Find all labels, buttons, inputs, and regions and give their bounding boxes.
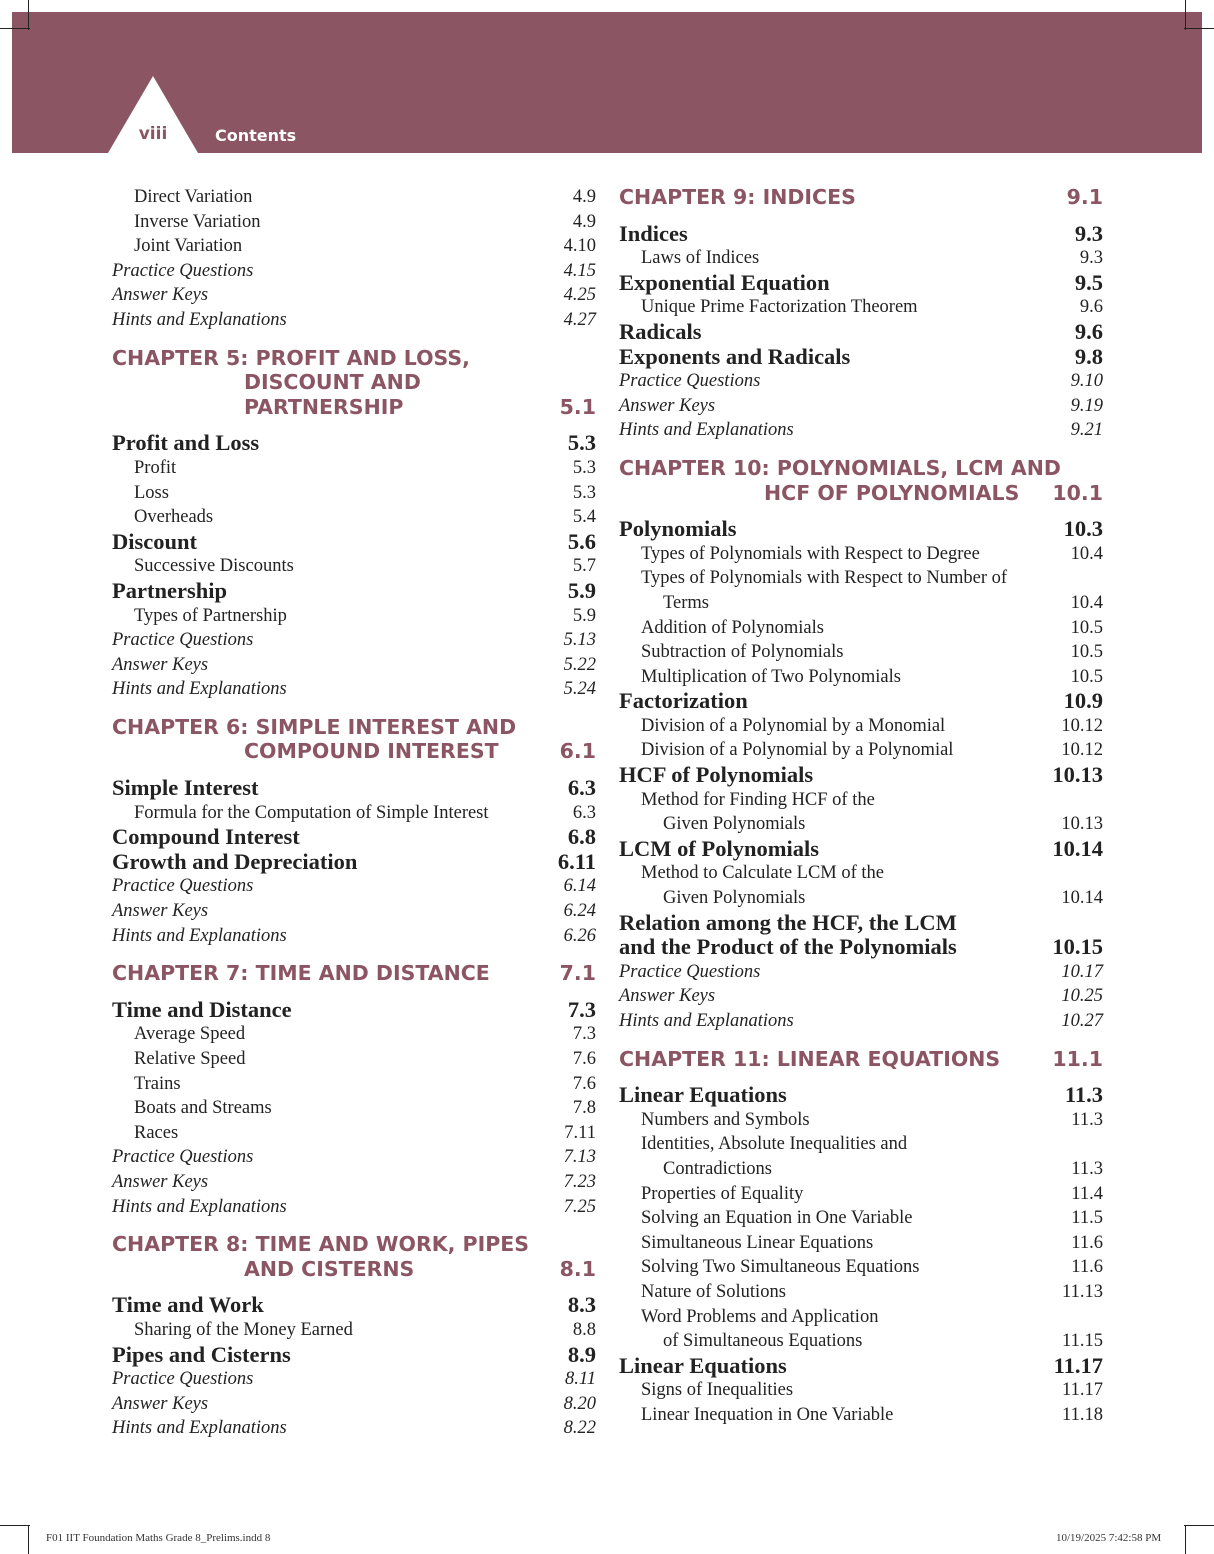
toc-entry[interactable] bbox=[112, 1195, 596, 1220]
toc-entry-title: Practice Questions bbox=[112, 876, 254, 897]
chapter-page: 5.1 bbox=[559, 394, 596, 419]
toc-entry-title: Simultaneous Linear Equations bbox=[641, 1232, 874, 1253]
toc-entry[interactable] bbox=[112, 456, 596, 481]
toc-entry-title: Answer Keys bbox=[112, 285, 209, 306]
footer-file-name: F01 IIT Foundation Maths Grade 8_Prelims.indd 8 bbox=[46, 1532, 271, 1544]
toc-entry-title: Addition of Polynomials bbox=[641, 617, 824, 638]
toc-entry-page: 7.3 bbox=[572, 1024, 596, 1045]
chapter-title: CHAPTER 7: TIME AND DISTANCE bbox=[112, 961, 490, 986]
toc-entry[interactable] bbox=[112, 259, 596, 284]
crop-mark bbox=[0, 28, 30, 29]
toc-entry-title: Terms bbox=[663, 592, 709, 613]
toc-entry-title: Hints and Explanations bbox=[112, 925, 287, 946]
toc-entry[interactable] bbox=[112, 283, 596, 308]
chapter-title: AND CISTERNS bbox=[244, 1256, 415, 1281]
toc-entry-page: 6.3 bbox=[567, 775, 596, 801]
toc-entry[interactable] bbox=[619, 345, 1103, 370]
toc-entry-title: Nature of Solutions bbox=[641, 1281, 786, 1302]
toc-entry[interactable] bbox=[619, 689, 1103, 714]
toc-entry-page: 10.25 bbox=[1061, 986, 1103, 1007]
toc-group bbox=[619, 1083, 1103, 1427]
toc-entry-page: 11.4 bbox=[1071, 1183, 1103, 1204]
toc-entry-title: Answer Keys bbox=[112, 901, 209, 922]
toc-entry[interactable] bbox=[112, 481, 596, 506]
toc-entry[interactable] bbox=[112, 234, 596, 259]
toc-entry[interactable] bbox=[619, 714, 1103, 739]
chapter-heading[interactable] bbox=[619, 1047, 1103, 1072]
toc-entry[interactable] bbox=[619, 320, 1103, 345]
toc-entry-title: Exponential Equation bbox=[619, 269, 830, 295]
toc-entry-title: Types of Polynomials with Respect to Degree bbox=[641, 543, 980, 564]
toc-entry-page: 10.13 bbox=[1052, 762, 1103, 788]
toc-entry[interactable] bbox=[619, 935, 1103, 960]
toc-entry[interactable] bbox=[619, 960, 1103, 985]
toc-entry-title: Answer Keys bbox=[619, 395, 716, 416]
crop-mark bbox=[1185, 1525, 1186, 1554]
toc-entry-title: Joint Variation bbox=[134, 236, 243, 257]
toc-entry[interactable] bbox=[112, 801, 596, 826]
toc-entry-page: 6.26 bbox=[563, 925, 596, 946]
toc-entry-title: Answer Keys bbox=[619, 986, 716, 1007]
toc-entry-title: Given Polynomials bbox=[663, 814, 806, 835]
toc-entry-page: 4.15 bbox=[563, 260, 596, 281]
toc-entry-title: Practice Questions bbox=[619, 961, 761, 982]
toc-entry[interactable] bbox=[619, 1083, 1103, 1108]
toc-entry[interactable] bbox=[619, 1132, 1103, 1157]
toc-entry-page: 7.25 bbox=[563, 1196, 596, 1217]
toc-entry-page: 11.6 bbox=[1071, 1232, 1103, 1253]
toc-entry-page: 8.11 bbox=[564, 1369, 596, 1390]
toc-entry[interactable] bbox=[619, 1403, 1103, 1428]
toc-entry-title: Answer Keys bbox=[112, 1171, 209, 1192]
chapter-heading[interactable] bbox=[619, 456, 1103, 505]
chapter-title: CHAPTER 6: SIMPLE INTEREST AND bbox=[112, 714, 517, 739]
toc-entry[interactable] bbox=[619, 246, 1103, 271]
toc-entry[interactable] bbox=[112, 530, 596, 555]
toc-entry-title: Pipes and Cisterns bbox=[112, 1341, 291, 1367]
chapter-heading[interactable] bbox=[112, 961, 596, 986]
toc-entry[interactable] bbox=[112, 1170, 596, 1195]
chapter-page: 9.1 bbox=[1066, 185, 1103, 209]
toc-entry-title: Hints and Explanations bbox=[619, 420, 794, 441]
toc-entry-page: 4.25 bbox=[563, 285, 596, 306]
toc-entry-title: Hints and Explanations bbox=[112, 309, 287, 330]
toc-entry-page: 10.12 bbox=[1061, 740, 1103, 761]
toc-entry-title: Practice Questions bbox=[112, 630, 254, 651]
toc-entry[interactable] bbox=[619, 418, 1103, 443]
toc-entry-page: 10.5 bbox=[1070, 642, 1103, 663]
toc-entry-page: 11.13 bbox=[1062, 1281, 1103, 1302]
toc-entry-title: Sharing of the Money Earned bbox=[134, 1319, 353, 1340]
toc-entry[interactable] bbox=[112, 677, 596, 702]
toc-entry-page: 9.6 bbox=[1079, 297, 1103, 318]
toc-entry-page: 4.9 bbox=[572, 211, 596, 232]
toc-entry[interactable] bbox=[619, 812, 1103, 837]
toc-entry-page: 5.4 bbox=[572, 507, 596, 528]
toc-entry[interactable] bbox=[112, 210, 596, 235]
toc-entry-title: Unique Prime Factorization Theorem bbox=[641, 297, 918, 318]
toc-entry[interactable] bbox=[619, 763, 1103, 788]
toc-entry-page: 4.9 bbox=[572, 187, 596, 207]
toc-entry-page: 5.24 bbox=[563, 679, 596, 700]
toc-entry-title: Factorization bbox=[619, 688, 748, 714]
toc-entry-title: Linear Inequation in One Variable bbox=[641, 1404, 894, 1425]
toc-entry[interactable] bbox=[619, 271, 1103, 296]
toc-entry-page: 10.12 bbox=[1061, 715, 1103, 736]
toc-entry-page: 4.10 bbox=[563, 236, 596, 257]
toc-entry[interactable] bbox=[619, 369, 1103, 394]
toc-entry-title: Exponents and Radicals bbox=[619, 343, 851, 369]
toc-entry[interactable] bbox=[619, 984, 1103, 1009]
toc-entry-page: 11.6 bbox=[1071, 1257, 1103, 1278]
toc-entry-title: Practice Questions bbox=[112, 1369, 254, 1390]
toc-group bbox=[619, 517, 1103, 1033]
toc-entry[interactable] bbox=[112, 308, 596, 333]
toc-entry-title: Growth and Depreciation bbox=[112, 848, 358, 874]
toc-entry[interactable] bbox=[619, 788, 1103, 813]
chapter-title: CHAPTER 9: INDICES bbox=[619, 185, 856, 209]
toc-group bbox=[112, 1293, 596, 1441]
toc-entry[interactable] bbox=[112, 1121, 596, 1146]
toc-entry-title: Answer Keys bbox=[112, 1393, 209, 1414]
toc-entry-page: 10.14 bbox=[1061, 888, 1103, 909]
toc-entry-title: Signs of Inequalities bbox=[641, 1380, 794, 1401]
toc-entry-title: Relative Speed bbox=[134, 1049, 246, 1069]
toc-entry-page: 9.6 bbox=[1074, 318, 1103, 344]
toc-entry-page: 7.6 bbox=[572, 1049, 596, 1069]
toc-entry-page: 10.5 bbox=[1070, 617, 1103, 638]
toc-entry[interactable] bbox=[112, 1022, 596, 1047]
toc-entry[interactable] bbox=[619, 1305, 1103, 1330]
toc-entry[interactable] bbox=[112, 1096, 596, 1121]
toc-entry-page: 9.3 bbox=[1079, 248, 1103, 269]
crop-mark bbox=[28, 0, 29, 30]
toc-entry-title: Profit bbox=[134, 457, 177, 478]
toc-entry-title: Types of Polynomials with Respect to Number of bbox=[641, 568, 1008, 589]
chapter-heading[interactable] bbox=[112, 715, 596, 764]
chapter-title: HCF OF POLYNOMIALS bbox=[764, 480, 1020, 505]
toc-entry-page: 10.9 bbox=[1063, 688, 1103, 714]
toc-entry[interactable] bbox=[619, 295, 1103, 320]
toc-entry-page: 11.3 bbox=[1071, 1158, 1103, 1179]
toc-entry-page: 6.8 bbox=[567, 824, 596, 850]
chapter-heading[interactable] bbox=[619, 185, 1103, 210]
toc-entry-title: Loss bbox=[134, 482, 169, 503]
section-label: Contents bbox=[215, 126, 297, 145]
toc-entry[interactable] bbox=[112, 924, 596, 949]
toc-entry-page: 11.15 bbox=[1062, 1331, 1103, 1352]
toc-entry-title: Word Problems and Application bbox=[641, 1306, 879, 1327]
toc-entry-page: 11.17 bbox=[1062, 1380, 1103, 1401]
toc-entry-title: Laws of Indices bbox=[641, 248, 760, 269]
toc-entry[interactable] bbox=[112, 1343, 596, 1368]
toc-entry-title: Time and Distance bbox=[112, 996, 292, 1022]
toc-entry-page: 6.14 bbox=[563, 876, 596, 897]
chapter-title: COMPOUND INTEREST bbox=[244, 739, 499, 764]
toc-entry-page: 7.11 bbox=[564, 1122, 596, 1143]
toc-entry-page: 10.5 bbox=[1070, 666, 1103, 687]
toc-entry[interactable] bbox=[619, 517, 1103, 542]
chapter-page: 7.1 bbox=[559, 961, 596, 986]
toc-entry-page: 9.3 bbox=[1074, 220, 1103, 246]
toc-entry[interactable] bbox=[619, 394, 1103, 419]
toc-entry[interactable] bbox=[619, 1378, 1103, 1403]
toc-entry-page: 10.4 bbox=[1070, 592, 1103, 613]
toc-entry-title: Multiplication of Two Polynomials bbox=[641, 666, 901, 687]
toc-entry-page: 5.3 bbox=[572, 482, 596, 503]
toc-entry[interactable] bbox=[619, 1231, 1103, 1256]
toc-entry-page: 11.3 bbox=[1071, 1109, 1103, 1130]
toc-entry-page: 11.3 bbox=[1064, 1082, 1103, 1108]
toc-entry[interactable] bbox=[112, 1416, 596, 1441]
crop-mark bbox=[1185, 0, 1186, 30]
toc-entry-page: 9.21 bbox=[1070, 420, 1103, 441]
toc-entry-title: of Simultaneous Equations bbox=[663, 1331, 863, 1352]
toc-entry-page: 9.19 bbox=[1070, 395, 1103, 416]
toc-entry[interactable] bbox=[619, 542, 1103, 567]
chapter-title: CHAPTER 8: TIME AND WORK, PIPES bbox=[112, 1232, 530, 1257]
toc-entry[interactable] bbox=[112, 825, 596, 850]
toc-entry-title: Linear Equations bbox=[619, 1352, 787, 1378]
toc-entry-title: Hints and Explanations bbox=[112, 1418, 287, 1439]
chapter-page: 6.1 bbox=[559, 739, 596, 764]
toc-entry[interactable] bbox=[619, 665, 1103, 690]
toc-right-column bbox=[619, 185, 1103, 1428]
toc-entry[interactable] bbox=[619, 1157, 1103, 1182]
toc-entry-title: Compound Interest bbox=[112, 824, 300, 850]
toc-entry[interactable] bbox=[112, 1047, 596, 1072]
toc-group bbox=[112, 776, 596, 948]
toc-entry[interactable] bbox=[619, 640, 1103, 665]
toc-entry[interactable] bbox=[619, 1255, 1103, 1280]
toc-entry-page: 7.3 bbox=[567, 996, 596, 1022]
toc-entry[interactable] bbox=[619, 861, 1103, 886]
toc-entry-page: 5.3 bbox=[572, 457, 596, 478]
toc-entry-title: Trains bbox=[134, 1073, 181, 1094]
chapter-title: DISCOUNT AND bbox=[244, 370, 421, 395]
toc-entry-page: 5.6 bbox=[567, 528, 596, 554]
toc-entry-title: Answer Keys bbox=[112, 654, 209, 675]
toc-entry[interactable] bbox=[619, 1009, 1103, 1034]
toc-entry-title: Time and Work bbox=[112, 1292, 264, 1318]
toc-entry[interactable] bbox=[112, 850, 596, 875]
toc-entry-page: 7.13 bbox=[563, 1147, 596, 1168]
toc-entry-title: HCF of Polynomials bbox=[619, 762, 814, 788]
toc-entry-title: Contradictions bbox=[663, 1158, 772, 1179]
toc-entry-title: Average Speed bbox=[134, 1024, 246, 1045]
toc-entry-page: 6.11 bbox=[557, 848, 596, 874]
toc-left-column bbox=[112, 185, 596, 1441]
toc-entry[interactable] bbox=[619, 1182, 1103, 1207]
toc-entry[interactable] bbox=[112, 899, 596, 924]
toc-entry[interactable] bbox=[112, 998, 596, 1023]
toc-entry[interactable] bbox=[112, 628, 596, 653]
toc-entry-page: 10.14 bbox=[1052, 835, 1103, 861]
toc-entry-page: 7.8 bbox=[572, 1098, 596, 1119]
toc-entry-page: 9.8 bbox=[1074, 343, 1103, 369]
toc-entry-title: Practice Questions bbox=[112, 260, 254, 281]
toc-entry-title: Inverse Variation bbox=[134, 211, 261, 232]
toc-entry[interactable] bbox=[619, 837, 1103, 862]
toc-entry[interactable] bbox=[112, 554, 596, 579]
toc-entry[interactable] bbox=[619, 738, 1103, 763]
toc-entry[interactable] bbox=[619, 591, 1103, 616]
toc-entry[interactable] bbox=[619, 1354, 1103, 1379]
toc-entry-title: Indices bbox=[619, 220, 688, 246]
toc-entry-page: 7.6 bbox=[572, 1073, 596, 1094]
toc-entry-title: Races bbox=[134, 1122, 179, 1143]
toc-entry-title: Hints and Explanations bbox=[112, 1196, 287, 1217]
toc-entry[interactable] bbox=[112, 1293, 596, 1318]
toc-entry-title: Profit and Loss bbox=[112, 430, 260, 456]
chapter-heading[interactable] bbox=[112, 1232, 596, 1281]
chapter-page: 8.1 bbox=[559, 1256, 596, 1281]
toc-entry-title: Numbers and Symbols bbox=[641, 1109, 810, 1130]
chapter-page: 11.1 bbox=[1052, 1046, 1103, 1071]
toc-entry-title: Partnership bbox=[112, 577, 227, 603]
footer-timestamp: 10/19/2025 7:42:58 PM bbox=[1056, 1532, 1162, 1544]
toc-entry-title: and the Product of the Polynomials bbox=[619, 934, 957, 960]
page-number: viii bbox=[138, 124, 168, 144]
toc-group bbox=[112, 185, 596, 333]
toc-entry-page: 5.13 bbox=[563, 630, 596, 651]
toc-entry-title: Formula for the Computation of Simple Interest bbox=[134, 802, 489, 823]
toc-entry[interactable] bbox=[619, 222, 1103, 247]
toc-entry-page: 10.17 bbox=[1061, 961, 1103, 982]
toc-entry-page: 6.3 bbox=[572, 802, 596, 823]
toc-entry-title: LCM of Polynomials bbox=[619, 835, 819, 861]
toc-entry-page: 11.5 bbox=[1071, 1208, 1103, 1229]
toc-entry[interactable] bbox=[619, 1206, 1103, 1231]
toc-entry-page: 10.15 bbox=[1052, 934, 1103, 960]
toc-entry[interactable] bbox=[112, 505, 596, 530]
toc-entry-title: Polynomials bbox=[619, 516, 737, 542]
toc-entry-title: Method to Calculate LCM of the bbox=[641, 863, 885, 884]
toc-entry-title: Practice Questions bbox=[112, 1147, 254, 1168]
chapter-title: CHAPTER 10: POLYNOMIALS, LCM AND bbox=[619, 455, 1061, 480]
toc-group bbox=[619, 222, 1103, 443]
toc-entry-page: 4.27 bbox=[563, 309, 596, 330]
toc-entry[interactable] bbox=[112, 431, 596, 456]
toc-entry[interactable] bbox=[112, 1145, 596, 1170]
chapter-title: PARTNERSHIP bbox=[244, 394, 404, 419]
chapter-title: CHAPTER 5: PROFIT AND LOSS, bbox=[112, 345, 470, 370]
toc-entry-title: Successive Discounts bbox=[134, 556, 294, 577]
toc-entry-title: Hints and Explanations bbox=[619, 1011, 794, 1031]
crop-mark bbox=[1184, 28, 1214, 29]
toc-entry[interactable] bbox=[619, 1108, 1103, 1133]
toc-entry[interactable] bbox=[112, 185, 596, 210]
toc-entry[interactable] bbox=[112, 604, 596, 629]
toc-entry-page: 5.9 bbox=[572, 605, 596, 626]
toc-entry-page: 9.10 bbox=[1070, 371, 1103, 392]
toc-entry-page: 7.23 bbox=[563, 1171, 596, 1192]
toc-entry-page: 10.13 bbox=[1061, 814, 1103, 835]
toc-entry[interactable] bbox=[112, 874, 596, 899]
toc-entry-title: Simple Interest bbox=[112, 775, 259, 801]
toc-entry-title: Relation among the HCF, the LCM bbox=[619, 909, 957, 935]
toc-entry-title: Boats and Streams bbox=[134, 1098, 272, 1119]
toc-entry-title: Hints and Explanations bbox=[112, 679, 287, 700]
toc-entry-title: Overheads bbox=[134, 507, 214, 528]
toc-entry[interactable] bbox=[112, 1318, 596, 1343]
toc-entry[interactable] bbox=[112, 1072, 596, 1097]
toc-entry-title: Properties of Equality bbox=[641, 1183, 804, 1204]
crop-mark bbox=[1184, 1525, 1214, 1526]
toc-entry[interactable] bbox=[619, 911, 1103, 936]
toc-group bbox=[112, 431, 596, 702]
toc-entry-page: 5.9 bbox=[567, 577, 596, 603]
toc-entry-page: 5.7 bbox=[572, 556, 596, 577]
toc-entry-page: 8.3 bbox=[567, 1292, 596, 1318]
toc-entry[interactable] bbox=[112, 653, 596, 678]
toc-entry-page: 8.22 bbox=[563, 1418, 596, 1439]
toc-entry-page: 8.20 bbox=[563, 1393, 596, 1414]
toc-entry-title: Identities, Absolute Inequalities and bbox=[641, 1134, 908, 1155]
toc-entry-title: Types of Partnership bbox=[134, 605, 287, 626]
toc-entry[interactable] bbox=[619, 1329, 1103, 1354]
toc-entry-page: 6.24 bbox=[563, 901, 596, 922]
toc-entry-page: 10.27 bbox=[1061, 1011, 1103, 1031]
toc-entry-page: 5.3 bbox=[567, 430, 596, 456]
toc-entry-title: Given Polynomials bbox=[663, 888, 806, 909]
toc-entry-title: Linear Equations bbox=[619, 1082, 787, 1108]
toc-entry[interactable] bbox=[619, 886, 1103, 911]
crop-mark bbox=[0, 1525, 30, 1526]
toc-entry[interactable] bbox=[619, 616, 1103, 641]
toc-entry-page: 11.17 bbox=[1053, 1352, 1103, 1378]
toc-entry[interactable] bbox=[112, 579, 596, 604]
toc-entry-title: Practice Questions bbox=[619, 371, 761, 392]
toc-group bbox=[112, 998, 596, 1219]
toc-entry-page: 10.3 bbox=[1063, 516, 1103, 542]
toc-entry-title: Solving Two Simultaneous Equations bbox=[641, 1257, 920, 1278]
chapter-page: 10.1 bbox=[1052, 480, 1103, 505]
toc-entry-title: Discount bbox=[112, 528, 198, 554]
crop-mark bbox=[28, 1525, 29, 1554]
chapter-title: CHAPTER 11: LINEAR EQUATIONS bbox=[619, 1046, 1001, 1071]
toc-entry-page: 8.9 bbox=[567, 1341, 596, 1367]
toc-entry-title: Direct Variation bbox=[134, 187, 253, 207]
chapter-heading[interactable] bbox=[112, 346, 596, 420]
toc-entry[interactable] bbox=[112, 776, 596, 801]
toc-entry-title: Subtraction of Polynomials bbox=[641, 642, 844, 663]
toc-entry[interactable] bbox=[112, 1392, 596, 1417]
toc-entry[interactable] bbox=[619, 1280, 1103, 1305]
toc-entry-page: 8.8 bbox=[572, 1319, 596, 1340]
toc-entry[interactable] bbox=[619, 566, 1103, 591]
toc-entry-title: Method for Finding HCF of the bbox=[641, 789, 875, 810]
toc-entry-title: Solving an Equation in One Variable bbox=[641, 1208, 913, 1229]
toc-entry[interactable] bbox=[112, 1367, 596, 1392]
toc-entry-title: Radicals bbox=[619, 318, 702, 344]
toc-entry-page: 9.5 bbox=[1074, 269, 1103, 295]
toc-entry-title: Division of a Polynomial by a Polynomial bbox=[641, 740, 954, 761]
toc-entry-page: 10.4 bbox=[1070, 543, 1103, 564]
toc-entry-title: Division of a Polynomial by a Monomial bbox=[641, 715, 946, 736]
toc-entry-page: 11.18 bbox=[1062, 1404, 1103, 1425]
toc-entry-page: 5.22 bbox=[563, 654, 596, 675]
